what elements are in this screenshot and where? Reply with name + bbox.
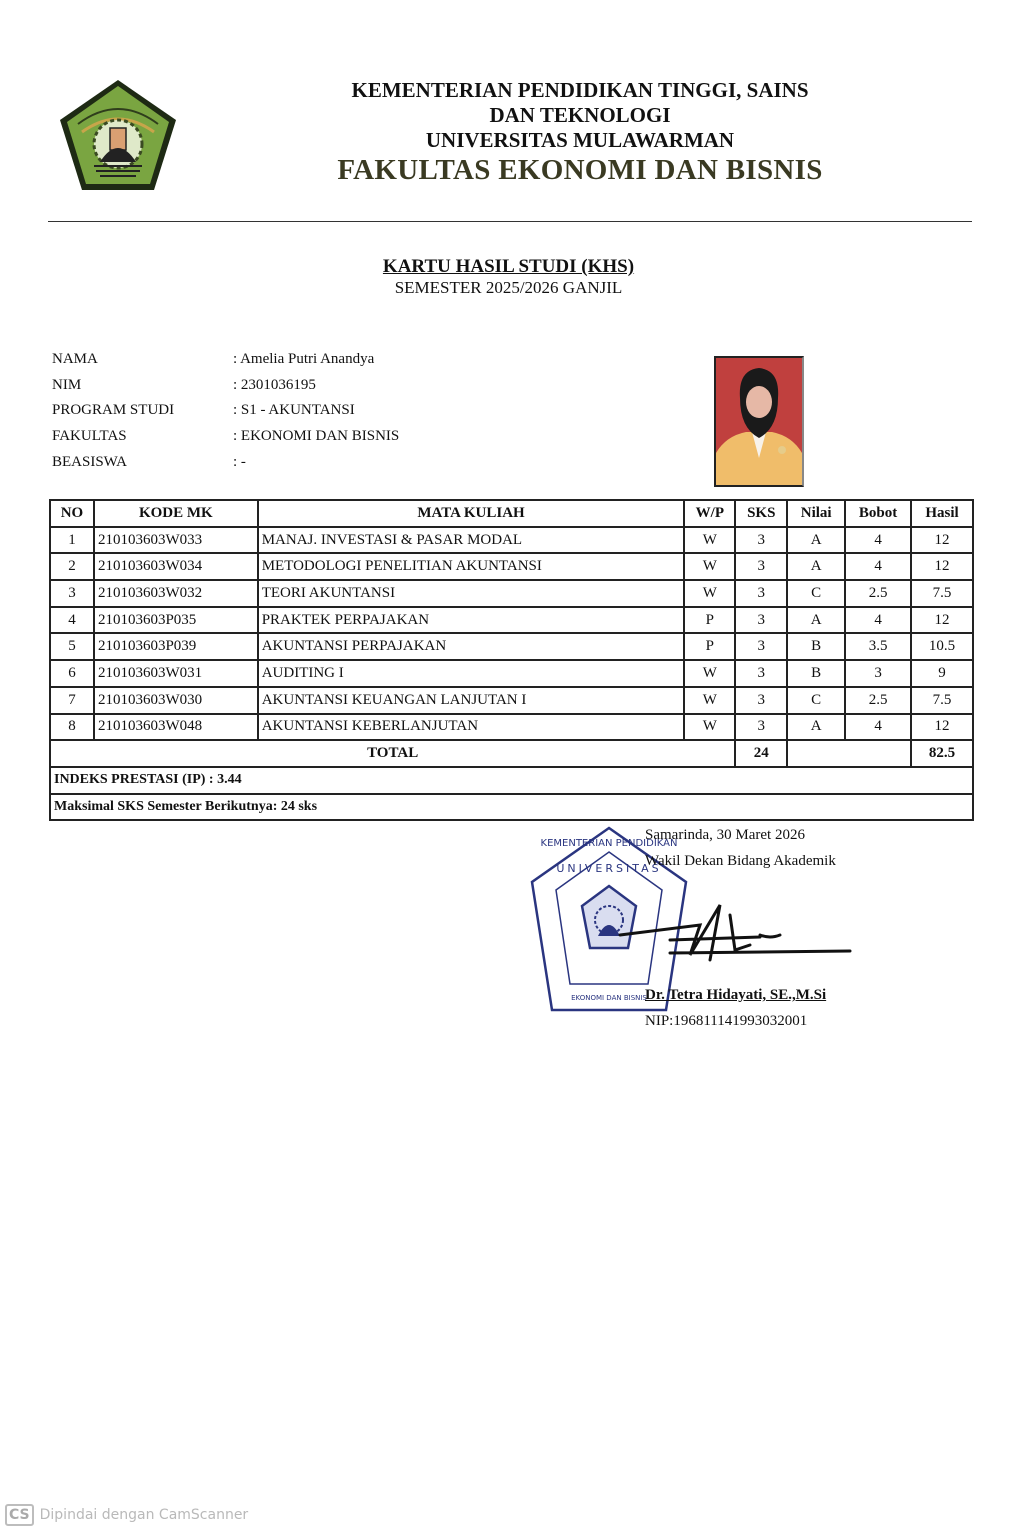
cell-wp: P [684,607,735,634]
total-empty [787,740,911,767]
cell-kode: 210103603W032 [94,580,258,607]
stamp-university-text: UNIVERSITAS [556,862,662,875]
cell-wp: W [684,660,735,687]
cell-no: 6 [50,660,94,687]
cell-hasil: 12 [911,607,973,634]
header-kode-mk: KODE MK [94,500,258,527]
info-row-fakultas [52,424,399,450]
info-value: : EKONOMI DAN BISNIS [233,428,400,445]
semester-label: SEMESTER 2025/2026 GANJIL [394,278,623,297]
cell-bobot: 4 [845,527,911,554]
info-label: PROGRAM STUDI [52,402,175,419]
university-logo [56,76,180,196]
cell-kode: 210103603W034 [94,553,258,580]
cell-wp: P [684,633,735,660]
camscanner-watermark [5,1504,248,1526]
grades-table [49,499,974,821]
cell-sks: 3 [735,580,787,607]
cell-nilai: B [787,633,845,660]
signer-position: Wakil Dekan Bidang Akademik [645,853,836,869]
cell-mata-kuliah: AKUNTANSI PERPAJAKAN [258,633,685,660]
cell-mata-kuliah: AKUNTANSI KEBERLANJUTAN [258,714,685,741]
cell-mata-kuliah: METODOLOGI PENELITIAN AKUNTANSI [258,553,685,580]
cell-sks: 3 [735,633,787,660]
cell-hasil: 12 [911,553,973,580]
cell-no: 1 [50,527,94,554]
cell-mata-kuliah: AKUNTANSI KEUANGAN LANJUTAN I [258,687,685,714]
cell-hasil: 9 [911,660,973,687]
cell-kode: 210103603W030 [94,687,258,714]
cell-kode: 210103603W031 [94,660,258,687]
student-info [52,347,399,475]
cell-kode: 210103603P039 [94,633,258,660]
signer-name: Dr. Tetra Hidayati, SE.,M.Si [645,987,827,1003]
table-row [50,714,973,741]
cell-hasil: 10.5 [911,633,973,660]
header-bobot: Bobot [845,500,911,527]
info-value: : 2301036195 [233,376,316,393]
info-row-beasiswa [52,449,399,475]
letterhead [330,78,830,187]
stamp-faculty-text: EKONOMI DAN BISNIS [571,994,647,1002]
table-row [50,553,973,580]
cell-hasil: 7.5 [911,580,973,607]
person-photo-icon [716,358,802,485]
info-label: NIM [52,376,82,393]
table-row [50,607,973,634]
total-sks: 24 [735,740,787,767]
info-label: BEASISWA [52,453,128,470]
cell-kode: 210103603W033 [94,527,258,554]
cell-wp: W [684,553,735,580]
khs-title: KARTU HASIL STUDI (KHS) [382,256,635,277]
cell-wp: W [684,527,735,554]
cell-no: 5 [50,633,94,660]
table-row [50,633,973,660]
table-row [50,660,973,687]
cell-mata-kuliah: MANAJ. INVESTASI & PASAR MODAL [258,527,685,554]
ip-value: INDEKS PRESTASI (IP) : 3.44 [50,767,973,794]
cell-kode: 210103603P035 [94,607,258,634]
info-row-nim [52,373,399,399]
info-value: : Amelia Putri Anandya [233,351,375,368]
cell-wp: W [684,687,735,714]
cell-nilai: A [787,714,845,741]
cell-bobot: 2.5 [845,687,911,714]
cell-no: 4 [50,607,94,634]
student-photo [714,356,804,487]
header-mata-kuliah: MATA KULIAH [258,500,685,527]
camscanner-logo-icon: CS [5,1504,34,1526]
cell-bobot: 4 [845,607,911,634]
ip-row [50,767,973,794]
place-date: Samarinda, 30 Maret 2026 [645,827,805,843]
total-row [50,740,973,767]
total-label: TOTAL [50,740,735,767]
cell-wp: W [684,714,735,741]
cell-sks: 3 [735,607,787,634]
table-header-row [50,500,973,527]
document-title [0,256,1009,298]
university-name: UNIVERSITAS MULAWARMAN [425,128,735,152]
header-hasil: Hasil [911,500,973,527]
cell-wp: W [684,580,735,607]
header-divider [48,221,972,222]
stamp-text: KEMENTERIAN PENDIDIKAN [540,838,678,849]
header-nilai: Nilai [787,500,845,527]
cell-nilai: C [787,687,845,714]
table-row [50,527,973,554]
cell-hasil: 12 [911,714,973,741]
info-label: NAMA [52,351,98,368]
table-row [50,580,973,607]
header-wp: W/P [684,500,735,527]
info-value: : - [233,453,246,470]
table-row [50,687,973,714]
cell-bobot: 3 [845,660,911,687]
cell-nilai: A [787,553,845,580]
cell-mata-kuliah: AUDITING I [258,660,685,687]
header-sks: SKS [735,500,787,527]
cell-sks: 3 [735,553,787,580]
cell-bobot: 3.5 [845,633,911,660]
cell-sks: 3 [735,714,787,741]
ministry-name-cont: DAN TEKNOLOGI [489,103,671,127]
cell-hasil: 12 [911,527,973,554]
cell-bobot: 2.5 [845,580,911,607]
ministry-name: KEMENTERIAN PENDIDIKAN TINGGI, SAINS [351,78,809,102]
cell-bobot: 4 [845,714,911,741]
cell-hasil: 7.5 [911,687,973,714]
cell-no: 8 [50,714,94,741]
info-label: FAKULTAS [52,428,127,445]
cell-nilai: A [787,607,845,634]
cell-sks: 3 [735,527,787,554]
faculty-name: FAKULTAS EKONOMI DAN BISNIS [337,154,823,186]
handwritten-signature [610,895,860,970]
max-sks-value: Maksimal SKS Semester Berikutnya: 24 sks [50,794,973,821]
total-hasil: 82.5 [911,740,973,767]
header-no: NO [50,500,94,527]
max-sks-row [50,794,973,821]
info-row-nama [52,347,399,373]
cell-nilai: C [787,580,845,607]
cell-mata-kuliah: PRAKTEK PERPAJAKAN [258,607,685,634]
cell-sks: 3 [735,687,787,714]
info-row-program-studi [52,398,399,424]
cell-bobot: 4 [845,553,911,580]
cell-sks: 3 [735,660,787,687]
camscanner-text: Dipindai dengan CamScanner [39,1507,249,1523]
cell-mata-kuliah: TEORI AKUNTANSI [258,580,685,607]
info-value: : S1 - AKUNTANSI [233,402,355,419]
cell-nilai: B [787,660,845,687]
signer-nip: NIP:196811141993032001 [645,1013,808,1029]
cell-no: 3 [50,580,94,607]
cell-no: 2 [50,553,94,580]
cell-kode: 210103603W048 [94,714,258,741]
cell-nilai: A [787,527,845,554]
cell-no: 7 [50,687,94,714]
